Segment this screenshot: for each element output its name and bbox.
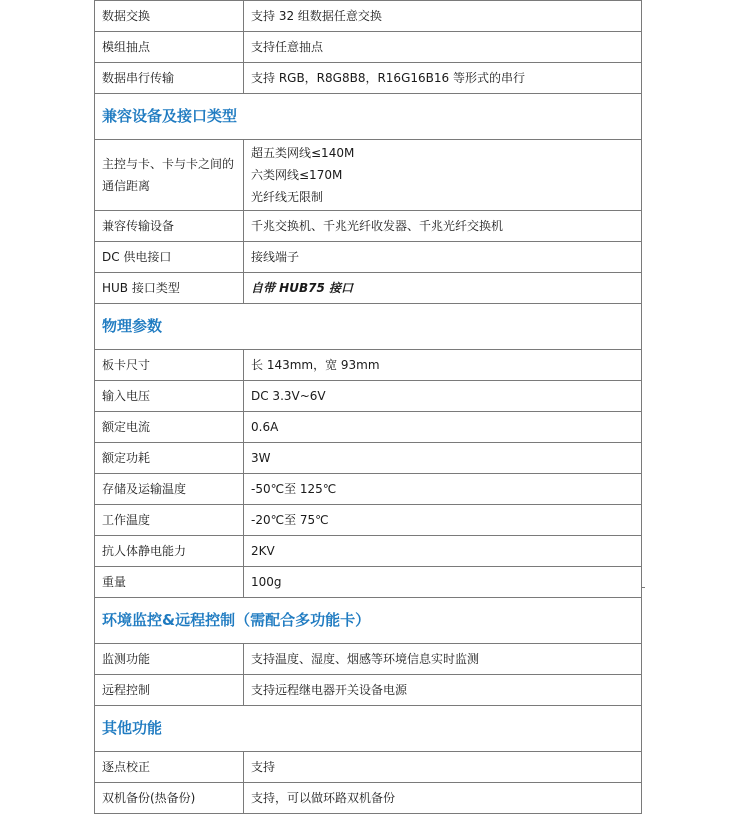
table-row <box>95 536 642 567</box>
row-value: 支持 RGB，R8G8B8，R16G16B16 等形式的串行 <box>244 63 642 94</box>
row-value: 2KV <box>244 536 642 567</box>
row-value: 接线端子 <box>244 242 642 273</box>
section-header-other <box>95 706 642 752</box>
row-value: 支持 <box>244 752 642 783</box>
section-header-physical <box>95 304 642 350</box>
distance-value: 光纤线无限制 <box>251 190 324 204</box>
row-key: 额定功耗 <box>95 443 244 474</box>
section-header-compat <box>95 94 642 140</box>
row-value: 千兆交换机、千兆光纤收发器、千兆光纤交换机 <box>244 211 642 242</box>
distance-value: 超五类网线≤140M <box>251 146 355 160</box>
table-row <box>95 474 642 505</box>
row-value: 0.6A <box>244 412 642 443</box>
section-header-monitor <box>95 598 642 644</box>
table-row <box>95 443 642 474</box>
table-row <box>95 567 642 598</box>
distance-value: 六类网线≤170M <box>251 168 343 182</box>
table-row <box>95 644 642 675</box>
row-key: 重量 <box>95 567 244 598</box>
row-key: 数据交换 <box>95 1 244 32</box>
table-row <box>95 242 642 273</box>
row-value: 支持，可以做环路双机备份 <box>244 783 642 814</box>
row-key: HUB 接口类型 <box>95 273 244 304</box>
table-row <box>95 32 642 63</box>
row-value: 长 143mm，宽 93mm <box>244 350 642 381</box>
row-key: 远程控制 <box>95 675 244 706</box>
row-key: 抗人体静电能力 <box>95 536 244 567</box>
row-value: -20℃至 75℃ <box>244 505 642 536</box>
section-title: 环境监控&远程控制（需配合多功能卡） <box>102 611 371 629</box>
row-key: 模组抽点 <box>95 32 244 63</box>
row-value: 支持 32 组数据任意交换 <box>244 1 642 32</box>
section-title: 兼容设备及接口类型 <box>102 107 238 125</box>
row-key: 数据串行传输 <box>95 63 244 94</box>
table-row <box>95 783 642 814</box>
table-row <box>95 140 642 211</box>
row-value: 3W <box>244 443 642 474</box>
table-row <box>95 350 642 381</box>
row-key: 板卡尺寸 <box>95 350 244 381</box>
row-value <box>244 140 642 211</box>
row-key: 双机备份(热备份) <box>95 783 244 814</box>
row-value: -50℃至 125℃ <box>244 474 642 505</box>
table-row <box>95 211 642 242</box>
row-key: 逐点校正 <box>95 752 244 783</box>
section-title: 物理参数 <box>102 317 163 335</box>
section-title: 其他功能 <box>102 719 163 737</box>
table-row <box>95 752 642 783</box>
table-row <box>95 412 642 443</box>
row-key: 主控与卡、卡与卡之间的通信距离 <box>95 140 244 211</box>
table-row <box>95 63 642 94</box>
row-value: 自带 HUB75 接口 <box>244 273 642 304</box>
spec-sheet <box>94 0 642 814</box>
row-key: 工作温度 <box>95 505 244 536</box>
row-key: DC 供电接口 <box>95 242 244 273</box>
row-value: 支持温度、湿度、烟感等环境信息实时监测 <box>244 644 642 675</box>
table-row <box>95 1 642 32</box>
row-key: 监测功能 <box>95 644 244 675</box>
row-key: 兼容传输设备 <box>95 211 244 242</box>
row-key: 额定电流 <box>95 412 244 443</box>
row-value: 支持远程继电器开关设备电源 <box>244 675 642 706</box>
table-row <box>95 273 642 304</box>
row-value: DC 3.3V~6V <box>244 381 642 412</box>
row-value: 支持任意抽点 <box>244 32 642 63</box>
table-row <box>95 505 642 536</box>
spec-table <box>94 0 642 814</box>
row-value: 100g <box>244 567 642 598</box>
table-row <box>95 381 642 412</box>
row-key: 存储及运输温度 <box>95 474 244 505</box>
table-row <box>95 675 642 706</box>
row-key: 输入电压 <box>95 381 244 412</box>
divider <box>641 587 645 588</box>
